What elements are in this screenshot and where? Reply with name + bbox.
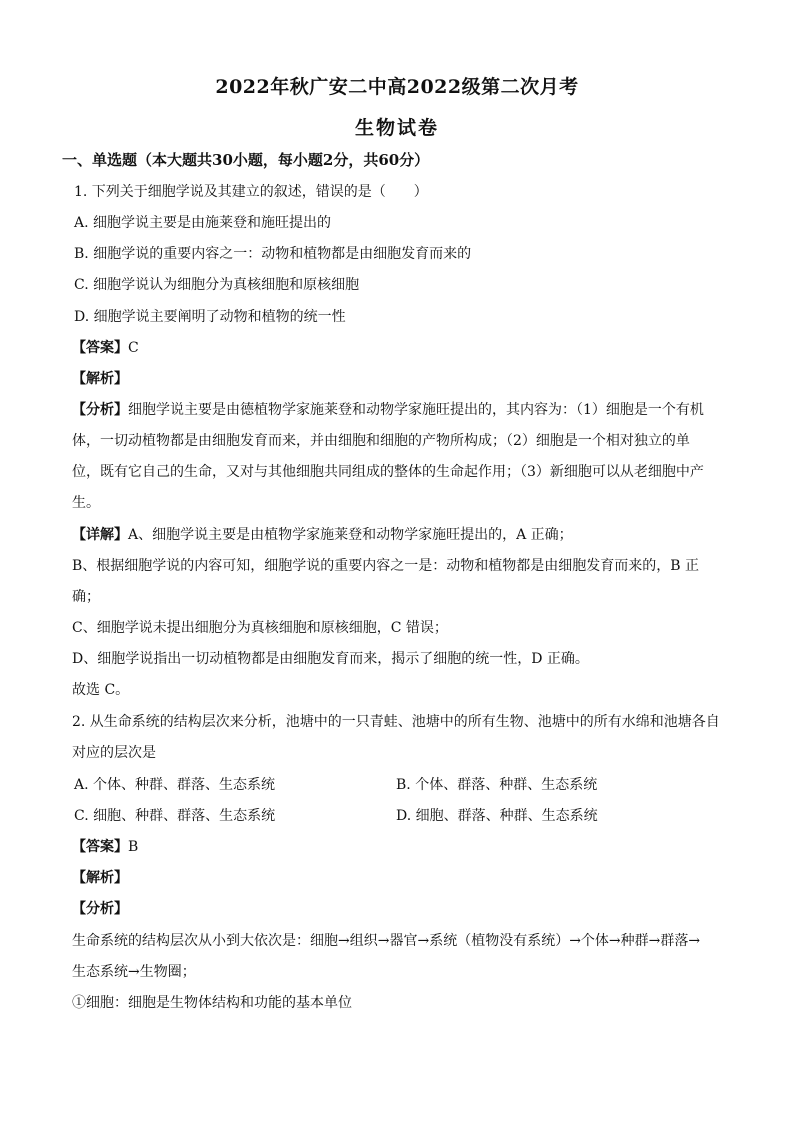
q1-detail-line: B、根据细胞学说的内容可知，细胞学说的重要内容之一是：动物和植物都是由细胞发育而来的，B 正 — [72, 558, 700, 574]
q1-fenxi-line: 生。 — [72, 495, 100, 511]
fenxi-tag: 【分析】 — [72, 402, 128, 418]
answer-value: C — [128, 340, 139, 356]
q1-detail-line: 【详解】A、细胞学说主要是由植物学家施莱登和动物学家施旺提出的，A 正确； — [72, 527, 573, 543]
q2-answer — [72, 837, 722, 857]
q1-detail-line: D、细胞学说指出一切动植物都是由细胞发育而来，揭示了细胞的统一性，D 正确。 — [72, 651, 589, 667]
q1-stem: 1. 下列关于细胞学说及其建立的叙述，错误的是（ ） — [74, 184, 428, 200]
q1-option-d: D. 细胞学说主要阐明了动物和植物的统一性 — [74, 309, 346, 325]
q2-stem-line: 2. 从生命系统的结构层次来分析，池塘中的一只青蛙、池塘中的所有生物、池塘中的所有水绵和池塘各自 — [72, 714, 720, 730]
q1-option-c: C. 细胞学说认为细胞分为真核细胞和原核细胞 — [74, 277, 360, 293]
q1-answer — [72, 338, 722, 358]
q2-option-a: A. 个体、种群、群落、生态系统 — [74, 777, 276, 793]
detail-tag: 【详解】 — [72, 527, 128, 543]
answer-tag: 【答案】 — [72, 340, 128, 356]
q2-body-line: 生命系统的结构层次从小到大依次是：细胞→组织→器官→系统（植物没有系统）→个体→种群→群落→ — [72, 933, 701, 949]
q2-body-line: ①细胞：细胞是生物体结构和功能的基本单位 — [72, 995, 352, 1011]
q1-detail-line: 故选 C。 — [72, 682, 130, 698]
q2-option-d: D. 细胞、群落、种群、生态系统 — [396, 808, 598, 824]
q1-detail-line: C、细胞学说未提出细胞分为真核细胞和原核细胞，C 错误； — [72, 620, 448, 636]
q2-option-b: B. 个体、群落、种群、生态系统 — [396, 777, 598, 793]
q2-option-c: C. 细胞、种群、群落、生态系统 — [74, 808, 276, 824]
q2-fenxi-tag: 【分析】 — [72, 901, 128, 917]
q1-fenxi-line: 体，一切动植物都是由细胞发育而来，并由细胞和细胞的产物所构成；（2）细胞是一个相对独立的单 — [72, 433, 690, 449]
q1-analysis-tag: 【解析】 — [72, 371, 128, 387]
q1-fenxi-line: 【分析】细胞学说主要是由德植物学家施莱登和动物学家施旺提出的，其内容为：（1）细胞是一个有机 — [72, 402, 704, 418]
document-title: 2022年秋广安二中高2022级第二次月考 — [215, 76, 579, 98]
q2-stem-line: 对应的层次是 — [72, 745, 156, 761]
q1-detail-line: 确； — [72, 589, 100, 605]
q1-fenxi-line: 位，既有它自己的生命，又对与其他细胞共同组成的整体的生命起作用；（3）新细胞可以从老细胞中产 — [72, 464, 704, 480]
answer-value: B — [128, 839, 139, 855]
q1-option-a: A. 细胞学说主要是由施莱登和施旺提出的 — [74, 215, 332, 231]
q2-body-line: 生态系统→生物圈； — [72, 964, 196, 980]
q1-option-b: B. 细胞学说的重要内容之一：动物和植物都是由细胞发育而来的 — [74, 246, 472, 262]
document-subtitle: 生物试卷 — [354, 117, 439, 139]
section-heading: 一、单选题（本大题共30小题，每小题2分，共60分） — [62, 151, 430, 169]
answer-tag: 【答案】 — [72, 839, 128, 855]
q2-analysis-tag: 【解析】 — [72, 870, 128, 886]
